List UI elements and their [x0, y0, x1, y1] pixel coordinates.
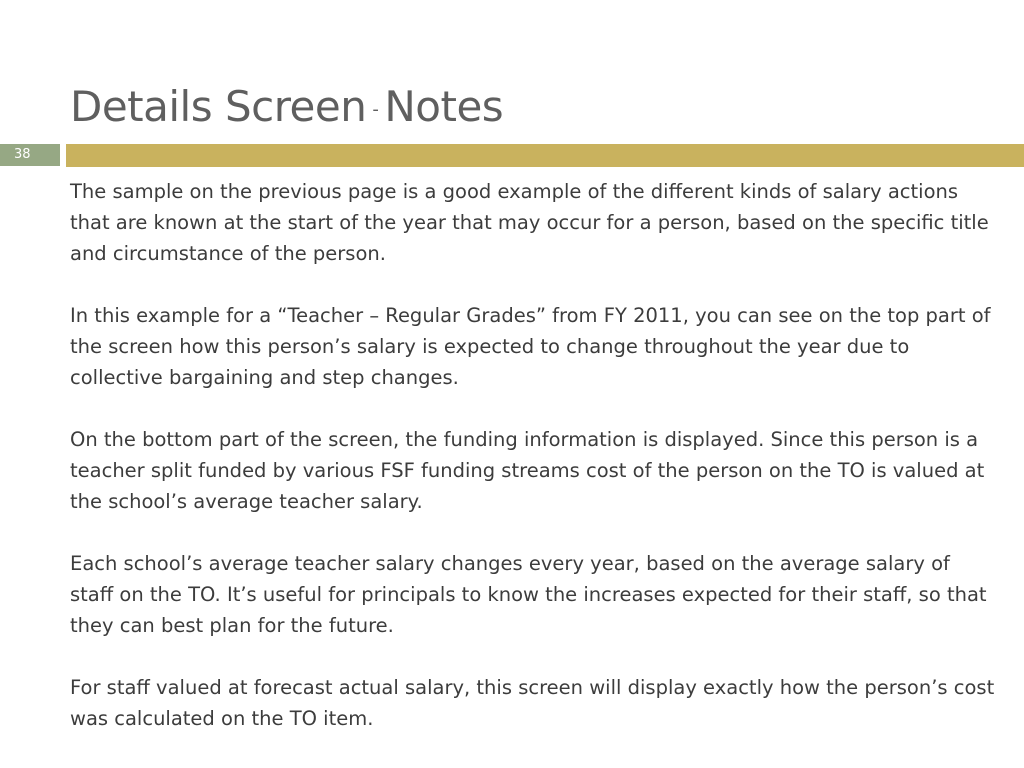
page-number: 38 [14, 147, 31, 162]
body-paragraph: The sample on the previous page is a good example of the different kinds of salary actions that are known at the start of the year that may occur for a person, based on the specific title and circumstance of the person. [70, 180, 989, 265]
body-paragraph: For staff valued at forecast actual salary, this screen will display exactly how the person’s cost was calculated on the TO item. [70, 676, 995, 730]
slide-title-separator: - [372, 99, 379, 120]
body-paragraph: In this example for a “Teacher – Regular Grades” from FY 2011, you can see on the top part of the screen how this person’s salary is expected to change throughout the year due to collective bargaining and step changes. [70, 304, 991, 389]
slide-body [70, 176, 995, 734]
slide-title [70, 82, 503, 131]
page-number-box [0, 144, 60, 166]
body-paragraph: On the bottom part of the screen, the funding information is displayed. Since this person is a teacher split funded by various FSF funding streams cost of the person on the TO is valued at the school’s average teacher salary. [70, 428, 985, 513]
title-accent-bar [66, 144, 1024, 167]
slide-title-sub: Notes [384, 82, 504, 131]
body-paragraph: Each school’s average teacher salary changes every year, based on the average salary of staff on the TO. It’s useful for principals to know the increases expected for their staff, so that they can best plan for the future. [70, 552, 987, 637]
slide-title-main: Details Screen [70, 82, 367, 131]
